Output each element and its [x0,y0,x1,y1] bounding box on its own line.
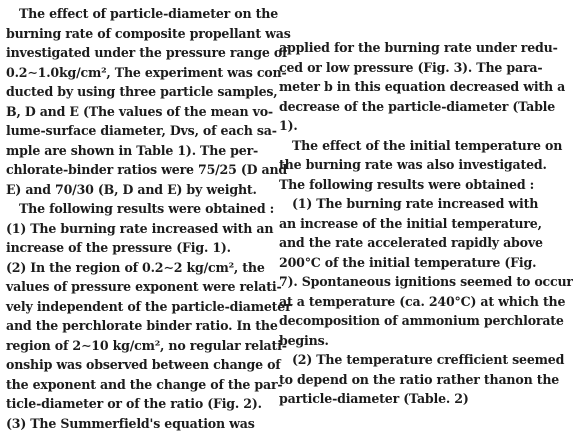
temp-result-item-2-line: (2) The temperature crefficient seemed [279,350,503,370]
temperature-paragraph-line: The following results were obtained : [279,175,503,195]
right-column [279,38,503,409]
result-item-3-line: meter b in this equation decreased with a [279,77,503,97]
temp-result-item-2-line: particle-diameter (Table. 2) [279,389,503,409]
temp-result-item-1-line: 200°C of the initial temperature (Fig. [279,253,503,273]
temp-result-item-2-line: to depend on the ratio rather thanon the [279,370,503,390]
left-column [6,4,269,433]
result-item-2-line: ticle-diameter or of the ratio (Fig. 2). [6,394,269,414]
result-item-2-line: region of 2∼10 kg/cm², no regular relati- [6,336,269,356]
temperature-paragraph-line: the burning rate was also investigated. [279,155,503,175]
result-item-1-line: (1) The burning rate increased with an [6,219,269,239]
results-heading-line: The following results were obtained : [6,199,269,219]
result-item-2-line: vely independent of the particle-diameter [6,297,269,317]
result-item-3-line: 1). [279,116,503,136]
temp-result-item-1-line: and the rate accelerated rapidly above [279,233,503,253]
result-item-2-line: (2) In the region of 0.2∼2 kg/cm², the [6,258,269,278]
result-item-1-line: increase of the pressure (Fig. 1). [6,238,269,258]
result-item-2-line: the exponent and the change of the par- [6,375,269,395]
result-item-2-line: and the perchlorate binder ratio. In the [6,316,269,336]
result-item-2-line: onship was observed between change of [6,355,269,375]
paragraph-intro-line: lume-surface diameter, Dvs, of each sa- [6,121,269,141]
temperature-paragraph-line: The effect of the initial temperature on [279,136,503,156]
result-item-3-line: ced or low pressure (Fig. 3). The para- [279,58,503,78]
temp-result-item-1-line: (1) The burning rate increased with [279,194,503,214]
paragraph-intro-line: ducted by using three particle samples, [6,82,269,102]
paragraph-intro-line: mple are shown in Table 1). The per- [6,141,269,161]
paragraph-intro-line: chlorate-binder ratios were 75/25 (D and [6,160,269,180]
paragraph-intro-line: 0.2∼1.0kg/cm², The experiment was con- [6,63,269,83]
result-item-3-line: decrease of the particle-diameter (Table [279,97,503,117]
temp-result-item-1-line: 7). Spontaneous ignitions seemed to occur [279,272,503,292]
result-item-3-line: (3) The Summerfield's equation was [6,414,269,433]
result-item-3-line: applied for the burning rate under redu- [279,38,503,58]
paragraph-intro-line: investigated under the pressure range of [6,43,269,63]
paragraph-intro-line: The effect of particle-diameter on the [6,4,269,24]
temp-result-item-1-line: at a temperature (ca. 240°C) at which the [279,292,503,312]
paragraph-intro-line: burning rate of composite propellant was [6,24,269,44]
paragraph-intro-line: B, D and E (The values of the mean vo- [6,102,269,122]
temp-result-item-1-line: decomposition of ammonium perchlorate [279,311,503,331]
result-item-2-line: values of pressure exponent were relati- [6,277,269,297]
temp-result-item-1-line: an increase of the initial temperature, [279,214,503,234]
paragraph-intro-line: E) and 70/30 (B, D and E) by weight. [6,180,269,200]
temp-result-item-1-line: begins. [279,331,503,351]
